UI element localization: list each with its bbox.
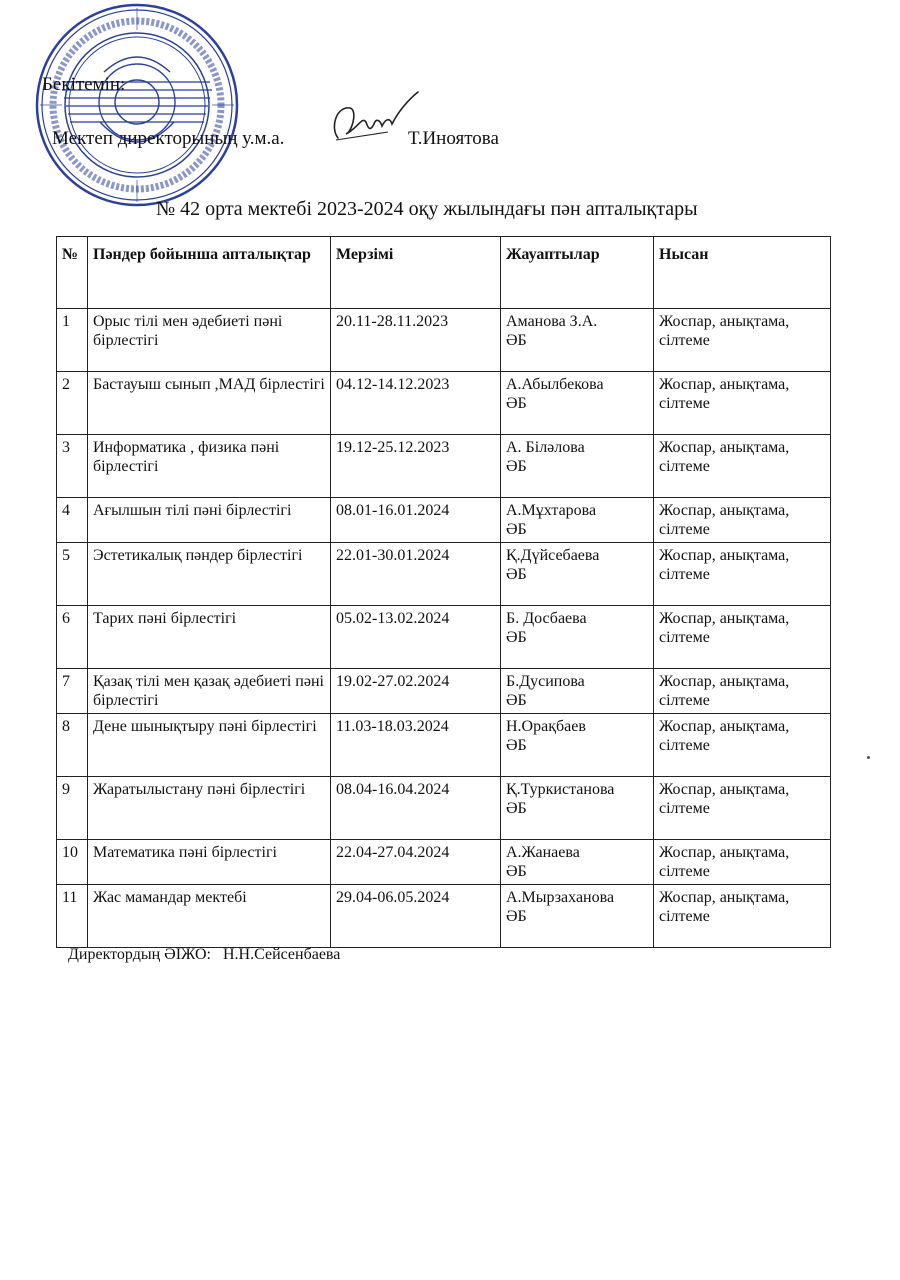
deputy-label: Директордың ӘІЖО:: [68, 946, 211, 963]
table-row: [57, 543, 831, 606]
row-number: 8: [57, 714, 88, 777]
row-responsible: [501, 309, 654, 372]
scan-speck: [867, 756, 870, 759]
table-row: [57, 309, 831, 372]
responsible-person: А. Біләлова: [506, 439, 585, 456]
row-form: Жоспар, анықтама, сілтеме: [654, 435, 831, 498]
responsible-role: ӘБ: [506, 629, 527, 646]
row-subject: Орыс тілі мен әдебиеті пәні бірлестігі: [88, 309, 331, 372]
responsible-role: ӘБ: [506, 863, 527, 880]
table-row: [57, 714, 831, 777]
column-header-dates: Мерзімі: [331, 237, 501, 309]
row-number: 11: [57, 885, 88, 948]
responsible-role: ӘБ: [506, 458, 527, 475]
column-header-responsible: Жауаптылар: [501, 237, 654, 309]
row-number: 5: [57, 543, 88, 606]
director-name: Т.Иноятова: [408, 128, 499, 149]
responsible-role: ӘБ: [506, 395, 527, 412]
row-responsible: [501, 543, 654, 606]
row-responsible: [501, 498, 654, 543]
table-row: [57, 372, 831, 435]
responsible-role: ӘБ: [506, 332, 527, 349]
deputy-director-signoff: [68, 946, 348, 964]
row-dates: 08.04-16.04.2024: [331, 777, 501, 840]
row-number: 1: [57, 309, 88, 372]
responsible-person: Н.Орақбаев: [506, 718, 586, 735]
deputy-name: Н.Н.Сейсенбаева: [222, 946, 341, 963]
row-subject: Информатика , физика пәні бірлестігі: [88, 435, 331, 498]
table-header-row: [57, 237, 831, 309]
row-responsible: [501, 840, 654, 885]
row-subject: Ағылшын тілі пәні бірлестігі: [88, 498, 331, 543]
row-responsible: [501, 885, 654, 948]
column-header-number: №: [57, 237, 88, 309]
row-form: Жоспар, анықтама, сілтеме: [654, 309, 831, 372]
responsible-person: Б. Досбаева: [506, 610, 587, 627]
table-row: [57, 885, 831, 948]
responsible-person: Аманова З.А.: [506, 313, 598, 330]
row-form: Жоспар, анықтама, сілтеме: [654, 669, 831, 714]
row-dates: 05.02-13.02.2024: [331, 606, 501, 669]
row-dates: 22.04-27.04.2024: [331, 840, 501, 885]
row-dates: 29.04-06.05.2024: [331, 885, 501, 948]
responsible-role: ӘБ: [506, 566, 527, 583]
row-responsible: [501, 777, 654, 840]
row-responsible: [501, 669, 654, 714]
responsible-role: ӘБ: [506, 521, 527, 538]
row-responsible: [501, 372, 654, 435]
row-form: Жоспар, анықтама, сілтеме: [654, 372, 831, 435]
responsible-person: Б.Дусипова: [506, 673, 585, 690]
row-number: 3: [57, 435, 88, 498]
row-dates: 22.01-30.01.2024: [331, 543, 501, 606]
row-form: Жоспар, анықтама, сілтеме: [654, 840, 831, 885]
row-dates: 11.03-18.03.2024: [331, 714, 501, 777]
responsible-role: ӘБ: [506, 908, 527, 925]
row-subject: Математика пәні бірлестігі: [88, 840, 331, 885]
row-dates: 19.12-25.12.2023: [331, 435, 501, 498]
responsible-role: ӘБ: [506, 800, 527, 817]
director-title: Мектеп директорының у.м.а.: [52, 128, 285, 149]
column-header-form: Нысан: [654, 237, 831, 309]
row-subject: Дене шынықтыру пәні бірлестігі: [88, 714, 331, 777]
table-row: [57, 669, 831, 714]
responsible-person: Қ.Дүйсебаева: [506, 547, 600, 564]
row-dates: 08.01-16.01.2024: [331, 498, 501, 543]
table-row: [57, 435, 831, 498]
row-subject: Тарих пәні бірлестігі: [88, 606, 331, 669]
row-number: 6: [57, 606, 88, 669]
responsible-role: ӘБ: [506, 737, 527, 754]
row-dates: 19.02-27.02.2024: [331, 669, 501, 714]
responsible-person: А.Мұхтарова: [506, 502, 597, 519]
row-number: 4: [57, 498, 88, 543]
row-number: 2: [57, 372, 88, 435]
row-form: Жоспар, анықтама, сілтеме: [654, 606, 831, 669]
row-subject: Қазақ тілі мен қазақ әдебиеті пәні бірлестігі: [88, 669, 331, 714]
responsible-person: Қ.Туркистанова: [506, 781, 615, 798]
table-row: [57, 840, 831, 885]
row-form: Жоспар, анықтама, сілтеме: [654, 885, 831, 948]
column-header-subject: Пәндер бойынша апталықтар: [88, 237, 331, 309]
row-form: Жоспар, анықтама, сілтеме: [654, 714, 831, 777]
approve-label: Бекітемін:: [42, 74, 126, 95]
row-form: Жоспар, анықтама, сілтеме: [654, 498, 831, 543]
table-row: [57, 777, 831, 840]
row-number: 10: [57, 840, 88, 885]
table-row: [57, 606, 831, 669]
row-subject: Эстетикалық пәндер бірлестігі: [88, 543, 331, 606]
row-subject: Жаратылыстану пәні бірлестігі: [88, 777, 331, 840]
row-responsible: [501, 714, 654, 777]
row-form: Жоспар, анықтама, сілтеме: [654, 777, 831, 840]
table-row: [57, 498, 831, 543]
row-subject: Бастауыш сынып ,МАД бірлестігі: [88, 372, 331, 435]
official-seal-stamp: [34, 2, 240, 208]
row-subject: Жас мамандар мектебі: [88, 885, 331, 948]
responsible-person: А.Мырзаханова: [506, 889, 615, 906]
document-title: № 42 орта мектебі 2023-2024 оқу жылындағы пән апталықтары: [156, 198, 698, 220]
row-number: 7: [57, 669, 88, 714]
row-responsible: [501, 606, 654, 669]
row-number: 9: [57, 777, 88, 840]
responsible-person: А.Абылбекова: [506, 376, 604, 393]
subject-weeks-table: [56, 236, 831, 948]
responsible-person: А.Жанаева: [506, 844, 580, 861]
row-responsible: [501, 435, 654, 498]
row-form: Жоспар, анықтама, сілтеме: [654, 543, 831, 606]
row-dates: 04.12-14.12.2023: [331, 372, 501, 435]
row-dates: 20.11-28.11.2023: [331, 309, 501, 372]
responsible-role: ӘБ: [506, 692, 527, 709]
